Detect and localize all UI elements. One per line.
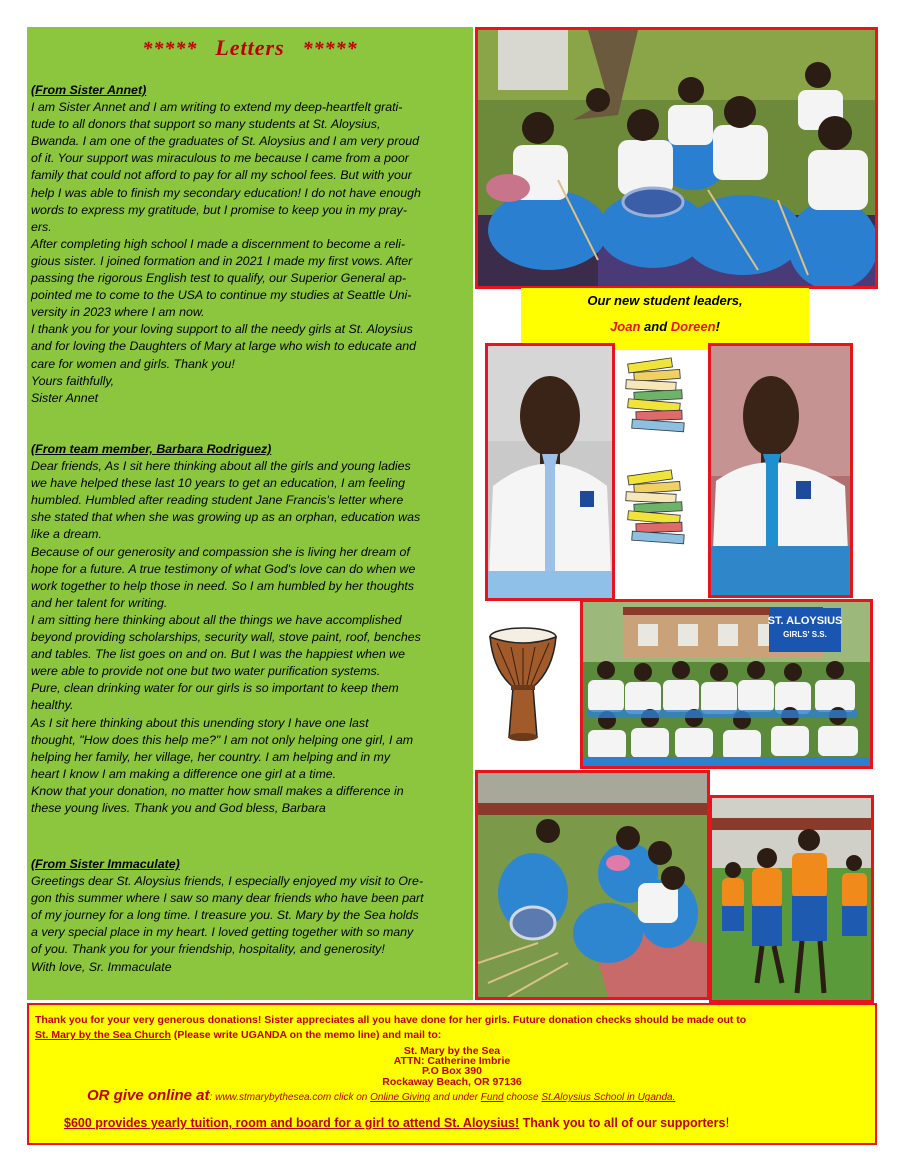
letter-line: Dear friends, As I sit here thinking about all the girls and young ladies [31, 459, 411, 474]
tuition-line [64, 1114, 729, 1130]
address-line-3: P.O Box 390 [422, 1065, 482, 1077]
letter-line: Because of our generosity and compassion she is living her dream of [31, 544, 410, 559]
memo-note: (Please write UGANDA on the memo line) and mail to: [170, 1029, 442, 1041]
letter-line: family that could not afford to pay for all my school fees. But with your [31, 168, 412, 183]
letter-line: thought, "How does this help me?" I am not only helping one girl, I am [31, 732, 414, 747]
drum-icon [487, 625, 559, 745]
sign-text-2: GIRLS' S.S. [783, 630, 827, 639]
letter-line: passing the rigorous English test to qualify, our Superior General ap- [31, 271, 407, 286]
fund-link[interactable]: Fund [480, 1092, 504, 1103]
letter-line: these young lives. Thank you and God bless, Barbara [31, 800, 326, 815]
weaving-grass-scene [478, 773, 707, 997]
letter-line: I am sitting here thinking about all the things we have accomplished [31, 612, 402, 627]
school-fund-link[interactable]: St.Aloysius School in Uganda. [541, 1092, 676, 1103]
weaving-scene [478, 30, 875, 286]
letter-line: work together to help those in need. So I am humbled by her thoughts [31, 578, 414, 593]
letter-sister-immaculate [31, 856, 471, 976]
click-on-text: click on [331, 1092, 371, 1103]
caption-name-joan: Joan [610, 319, 641, 334]
group-scene [583, 602, 870, 766]
caption-name-doreen: Doreen [670, 319, 716, 334]
letter-line: helping her family, her village, her country. I am helping and in my [31, 749, 391, 764]
online-line [87, 1087, 675, 1105]
letter-line: Pure, clean drinking water for our girls is so important to keep them [31, 681, 399, 696]
church-line [35, 1029, 441, 1041]
letter-line: pointed me to come to the USA to continue my studies at Seattle Uni- [31, 288, 412, 303]
student-leaders-caption [521, 288, 809, 350]
caption-exclamation: ! [715, 319, 720, 334]
thanks-line: Thank you for your very generous donations! Sister appreciates all you have done for her girls. Future donation checks should be made out to [35, 1014, 747, 1026]
letter-line: Bwanda. I am one of the graduates of St. Aloysius and I am very proud [31, 134, 419, 149]
photo-dancers [709, 795, 874, 1003]
letter-line: and her talent for writing. [31, 595, 168, 610]
tuition-text: $600 provides yearly tuition, room and board for a girl to attend St. Aloysius! [64, 1116, 520, 1130]
letter-line: With love, Sr. Immaculate [31, 959, 172, 974]
photo-joan-portrait [485, 343, 615, 601]
letter-heading: (From team member, Barbara Rodriguez) [31, 442, 272, 456]
online-giving-link[interactable]: Online Giving [370, 1092, 431, 1103]
letter-line: After completing high school I made a discernment to become a reli- [31, 236, 405, 251]
letter-line: beyond providing scholarships, security wall, stove paint, roof, benches [31, 630, 421, 645]
address-line-1: St. Mary by the Sea [403, 1045, 501, 1057]
letter-sister-annet [31, 82, 471, 407]
letter-line: tude to all donors that support so many students at St. Aloysius, [31, 117, 381, 132]
dancers-scene [712, 798, 871, 1000]
supporters-end: ! [725, 1114, 730, 1130]
photo-student-group [580, 599, 873, 769]
letter-line: help I was able to finish my secondary education! I do not have enough [31, 185, 421, 200]
letter-heading: (From Sister Immaculate) [31, 857, 180, 871]
letter-line: like a dream. [31, 527, 102, 542]
letter-heading: (From Sister Annet) [31, 83, 147, 97]
letter-line: and for loving the Daughters of Mary at large who wish to educate and [31, 339, 417, 354]
letter-line: hope for a future. A true testimony of what God's love can do when we [31, 561, 416, 576]
letter-line: As I sit here thinking about this unending story I have one last [31, 715, 369, 730]
books-icon [622, 465, 692, 547]
letter-line: care for women and girls. Thank you! [31, 356, 235, 371]
and-under-text: and under [430, 1092, 481, 1103]
church-link[interactable]: St. Mary by the Sea Church [35, 1029, 171, 1041]
letter-line: words to express my gratitude, but I promise to keep you in my pray- [31, 202, 408, 217]
letter-line: gon this summer where I saw so many dear friends who have been part [31, 891, 424, 906]
letter-line: heart I know I am making a difference one girl at a time. [31, 766, 337, 781]
photo-doreen-portrait [708, 343, 853, 598]
letters-title [27, 35, 473, 61]
photo-weaving-grass [475, 770, 710, 1000]
doreen-figure [711, 346, 850, 595]
books-icon [622, 353, 692, 435]
address-line-4: Rockaway Beach, OR 97136 [382, 1076, 522, 1088]
online-big: OR give online at [87, 1087, 210, 1104]
choose-text: choose [503, 1092, 542, 1103]
letter-barbara-rodriguez [31, 441, 471, 817]
address-line-2: ATTN: Catherine Imbrie [393, 1055, 511, 1067]
letter-line: healthy. [31, 698, 74, 713]
letter-line: were able to provide not one but two water purification systems. [31, 664, 381, 679]
letter-line: a very special place in my heart. I loved getting together with so many [31, 925, 414, 940]
letter-line: ers. [31, 219, 52, 234]
letter-line: of it. Your support was miraculous to me because I came from a poor [31, 151, 409, 166]
letter-line: Know that your donation, no matter how small makes a difference in [31, 783, 404, 798]
title-text: Letters [215, 35, 285, 60]
donation-box [27, 1003, 877, 1145]
joan-figure [488, 346, 612, 598]
letter-line: humbled. Humbled after reading student Jane Francis's letter where [31, 493, 404, 508]
letter-line: Sister Annet [31, 390, 99, 405]
caption-line1: Our new student leaders, [587, 293, 743, 308]
letter-line: I am Sister Annet and I am writing to extend my deep-heartfelt grati- [31, 100, 403, 115]
photo-students-weaving [475, 27, 878, 289]
website-link[interactable]: www.stmarybythesea.com [215, 1092, 332, 1103]
supporters-text: Thank you to all of our supporters [519, 1116, 726, 1130]
title-stars-right: ***** [302, 38, 358, 60]
letters-panel [27, 27, 473, 1000]
letter-line: I thank you for your loving support to all the needy girls at St. Aloysius [31, 322, 413, 337]
letter-line: Yours faithfully, [31, 373, 115, 388]
sign-text-1: ST. ALOYSIUS [767, 615, 843, 627]
letter-line: and tables. The list goes on and on. But I was the happiest when we [31, 647, 406, 662]
letter-line: she stated that when she was growing up as an orphan, education was [31, 510, 421, 525]
letter-line: we have helped these last 10 years to get an education, I am feeling [31, 476, 406, 491]
caption-line2 [521, 314, 809, 340]
letter-line: of my journey for a long time. I treasure you. St. Mary by the Sea holds [31, 908, 419, 923]
letter-line: versity in 2023 where I am now. [31, 305, 205, 320]
letter-line: Greetings dear St. Aloysius friends, I especially enjoyed my visit to Ore- [31, 874, 424, 889]
online-colon: : [209, 1092, 216, 1103]
title-stars-left: ***** [142, 38, 198, 60]
letter-line: of you. Thank you for your friendship, hospitality, and generosity! [31, 942, 385, 957]
letter-line: gious sister. I joined formation and in 2021 I made my first vows. After [31, 253, 413, 268]
caption-and: and [640, 319, 671, 334]
